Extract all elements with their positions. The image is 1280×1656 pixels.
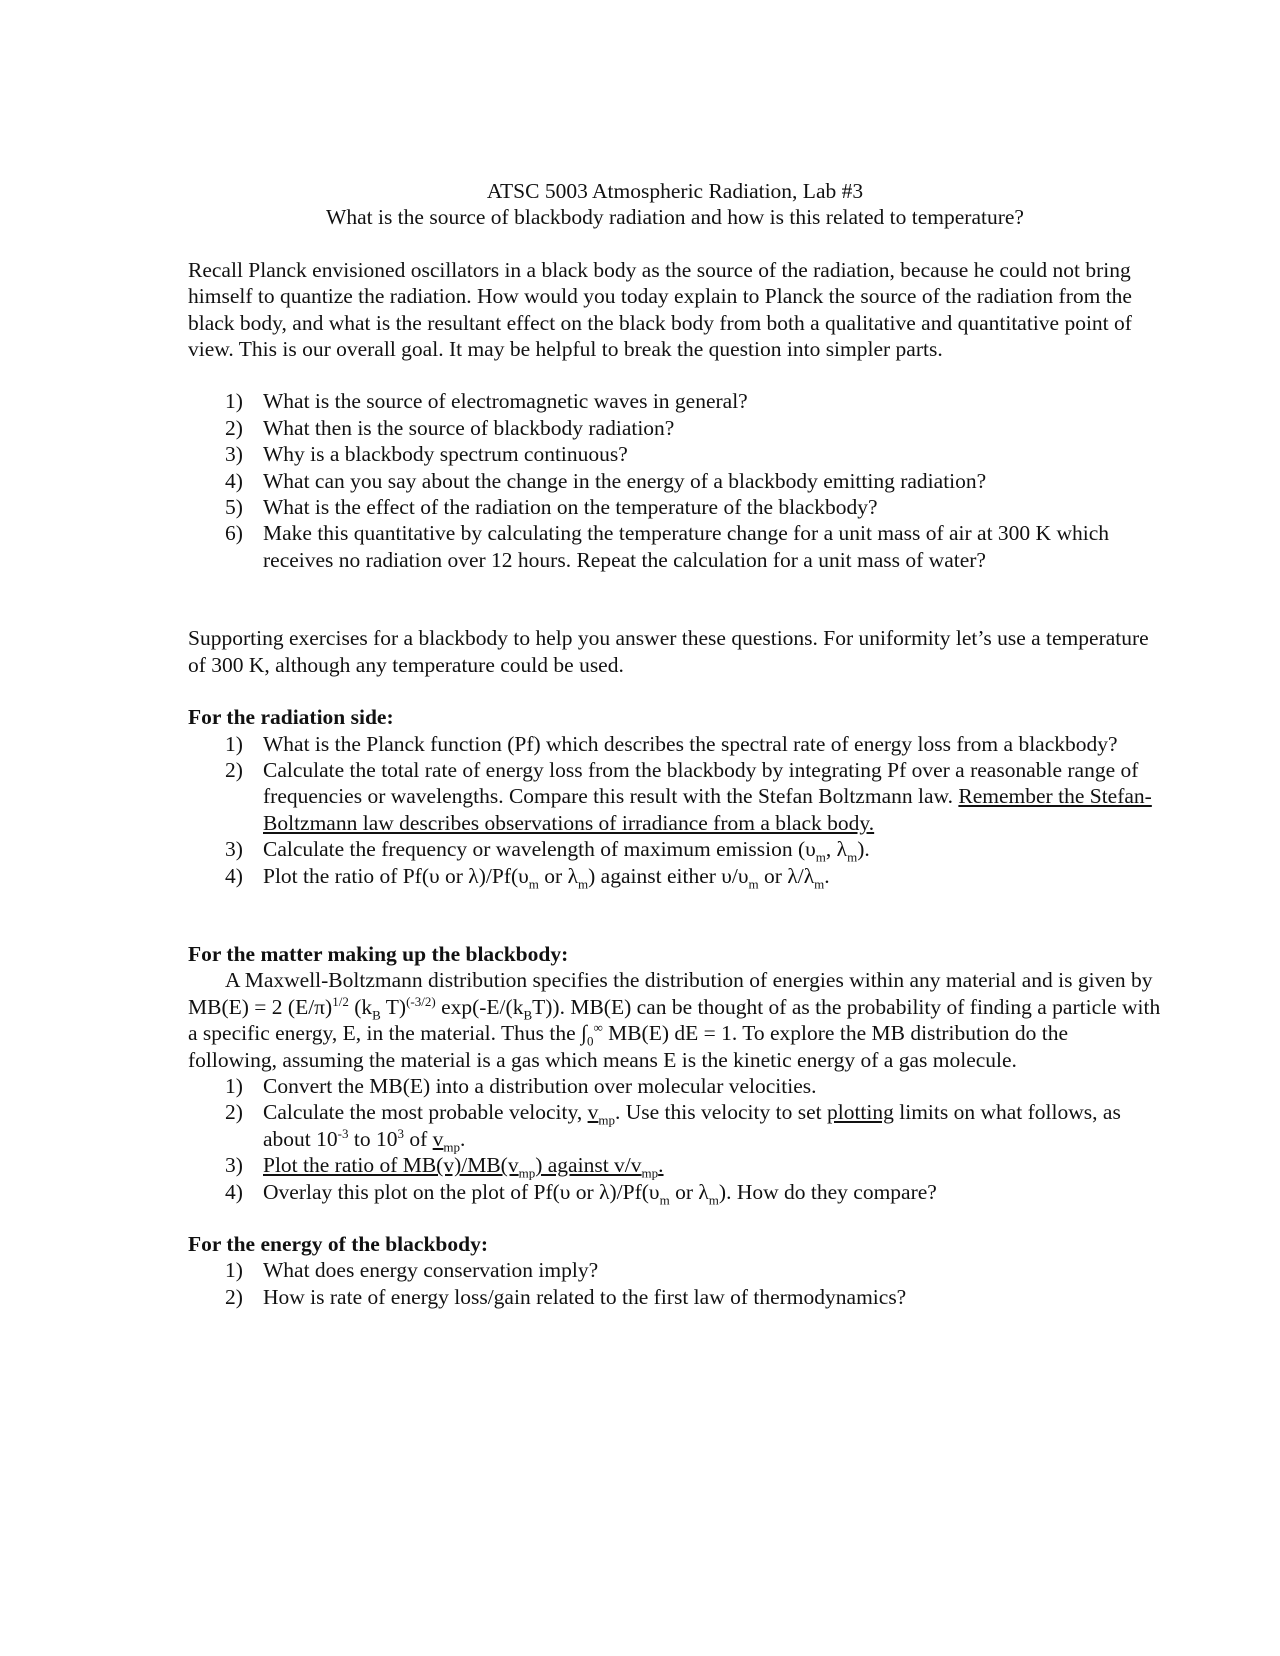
document-subtitle: What is the source of blackbody radiation and how is this related to temperature? [326, 205, 1024, 230]
matter-item: 2) Calculate the most probable velocity, $v_{mp}$. Use this velocity to set plotting limits on what follows, as about $10^{-3}$ to $10^3$ of $v_{mp}$. [225, 1100, 1121, 1155]
radiation-item: 3) Calculate the frequency or wavelength of maximum emission ($\upsilon_m$, $\lambda_m$). [225, 837, 870, 865]
question-item: 2) What then is the source of blackbody radiation? [225, 415, 675, 440]
stefan-boltzmann-note: Remember the Stefan-Boltzmann law describes observations of irradiance from a black body. [263, 784, 1152, 835]
matter-item: 3) Plot the ratio of $MB(v)/MB(v_{mp})$ against $v/v_{mp}$. [225, 1153, 664, 1181]
document-page [188, 178, 1162, 1310]
intro-paragraph: Recall Planck envisioned oscillators in a black body as the source of the radiation, because he could not bring himself to quantize the radiation. How would you today explain to Planck the source of the radiation from the black body, and what is the resultant effect on the black body from both a qualitative and quantitative point of view. This is our overall goal. It may be helpful to break the question into simpler parts. [188, 257, 1132, 362]
matter-list [188, 1073, 1162, 1205]
supporting-paragraph: Supporting exercises for a blackbody to help you answer these questions. For uniformity let’s use a temperature of 300 K, although any temperature could be used. [188, 626, 1149, 677]
radiation-item: 1) What is the Planck function (Pf) which describes the spectral rate of energy loss from a blackbody? [225, 731, 1118, 756]
energy-heading: For the energy of the blackbody: [188, 1232, 488, 1256]
question-item: 6) Make this quantitative by calculating the temperature change for a unit mass of air at 300 K which receives no radiation over 12 hours. Repeat the calculation for a unit mass of water? [225, 521, 1109, 572]
document-title: ATSC 5003 Atmospheric Radiation, Lab #3 [486, 179, 864, 203]
question-item: 1) What is the source of electromagnetic waves in general? [225, 389, 748, 414]
matter-item: 1) Convert the MB(E) into a distribution over molecular velocities. [225, 1073, 817, 1098]
question-list [188, 388, 1162, 573]
maxwell-boltzmann-paragraph: A Maxwell-Boltzmann distribution specifies the distribution of energies within any material and is given by MB(E) = 2 $(E/\pi)^{1/2}$ ($k_B$ T)$^{(-3/2)}$ $\exp(-E/(k_BT))$. MB(E) can be thought of as the probability of finding a particle with a specific energy, E, in the material. Thus the $\int_0^\infty$ MB(E) dE = 1. To explore the MB distribution do the following, assuming the material is a gas which means E is the kinetic energy of a gas molecule. [188, 968, 1161, 1072]
radiation-item: 4) Plot the ratio of Pf(υ or $\lambda)/Pf(\upsilon_m$ or $\lambda_m$) against either $\upsilon/\upsilon_m$ or $\lambda/\lambda_m$. [225, 863, 830, 891]
question-item: 5) What is the effect of the radiation on the temperature of the blackbody? [225, 495, 878, 520]
energy-item: 2) How is rate of energy loss/gain related to the first law of thermodynamics? [225, 1284, 907, 1309]
question-item: 3) Why is a blackbody spectrum continuous? [225, 442, 628, 467]
radiation-list [188, 731, 1162, 889]
radiation-item: 2) Calculate the total rate of energy loss from the blackbody by integrating Pf over a reasonable range of frequencies or wavelengths. Compare this result with the Stefan Boltzmann law. Remember the Stefan-Boltzmann law describes observations of irradiance from a black body. [225, 757, 1152, 835]
matter-heading: For the matter making up the blackbody: [188, 941, 569, 966]
radiation-heading: For the radiation side: [188, 705, 394, 730]
question-item: 4) What can you say about the change in the energy of a blackbody emitting radiation? [225, 468, 987, 493]
matter-item: 4) Overlay this plot on the plot of Pf(υ or $\lambda)/Pf(\upsilon_m$ or $\lambda_m$). How do they compare? [225, 1179, 937, 1207]
energy-item: 1) What does energy conservation imply? [225, 1258, 599, 1283]
energy-list [188, 1257, 1162, 1310]
